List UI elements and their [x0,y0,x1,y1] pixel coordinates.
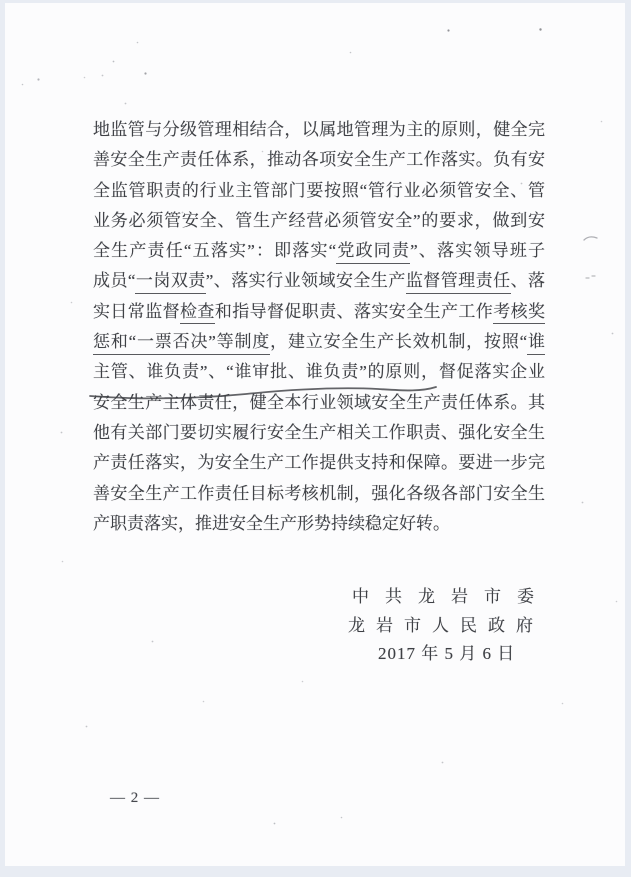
text-segment: 全监管职责的行业主管部门要按照“管行业必须管安全、管 [93,180,545,200]
scan-edge-top [0,0,631,3]
wavy-underlined-phrase: 主管、谁负责”、“谁审批、谁负责”的原则 [93,362,422,382]
text-line [93,145,545,175]
text-line [93,297,545,327]
text-line [93,509,545,539]
scan-edge-right [625,0,631,877]
page-number: — 2 — [110,790,160,806]
text-line [93,115,545,145]
text-line [93,206,545,236]
text-line [93,266,545,296]
text-segment: 善安全生产责任体系，推动各项安全生产工作落实。负有安 [93,150,545,170]
text-line [93,448,545,478]
text-segment: 产责任落实，为安全生产工作提供支持和保障。要进一步完 [93,453,545,473]
underlined-phrase: 一岗双责 [135,271,205,294]
signature-date: 2017 年 5 月 6 日 [378,644,516,663]
text-line [93,236,545,266]
text-segment: ”、落实领导班子 [410,241,546,261]
text-segment: ，建立安全生产长效机制，按照“ [270,332,528,352]
underlined-phrase: 党政同责 [336,241,410,264]
text-line [93,327,545,357]
text-segment: 业务必须管安全、管生产经营必须管安全”的要求，做到安 [93,210,545,230]
signer-org-1: 中共龙岩市委 [352,587,550,606]
scan-edge-bottom [0,866,631,877]
margin-pen-marks [578,230,604,290]
underlined-phrase: 考核奖 [493,302,545,325]
text-segment: 安全生产主体责任，健全本行业领域安全生产责任体系。其 [93,392,545,412]
text-segment: 他有关部门要切实履行安全生产相关工作职责、强化安全生 [93,422,545,442]
text-line [93,176,545,206]
underlined-phrase: 检查 [180,302,215,325]
text-segment: 、落 [510,271,546,291]
body-paragraph [93,115,545,539]
scan-noise-speckles [0,0,1,1]
text-segment: ”、落实行业领域安全生产 [205,271,406,291]
text-segment: 成员“ [93,271,136,291]
text-line [93,479,545,509]
text-segment: ，督促落实企业 [421,362,546,382]
text-segment: 实日常监督 [93,301,180,321]
underlined-phrase: 监督管理责任 [406,271,511,294]
text-line [93,357,545,387]
text-segment: 地监管与分级管理相结合，以属地管理为主的原则，健全完 [93,120,545,139]
text-line [93,388,545,418]
text-segment: 产职责落实，推进安全生产形势持续稳定好转。 [93,513,450,533]
underlined-phrase: 谁 [527,332,545,355]
underlined-phrase: 惩和“一票否决”等制度 [93,332,270,355]
signer-org-2: 龙岩市人民政府 [348,616,544,635]
text-line [93,418,545,448]
scan-edge-left [0,0,5,877]
text-segment: 和指导督促职责、落实安全生产工作 [214,301,494,321]
text-segment: 善安全生产工作责任目标考核机制，强化各级各部门安全生 [93,483,545,503]
text-segment: 全生产责任“五落实”：即落实“ [93,241,337,261]
